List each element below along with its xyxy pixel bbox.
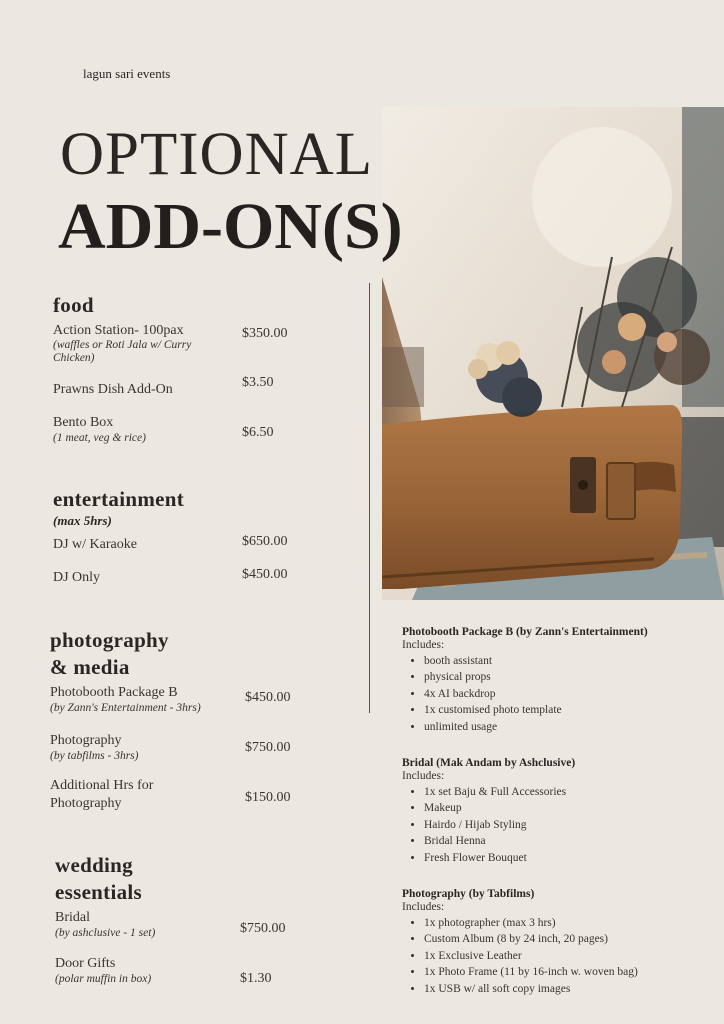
package-item: • 1x photographer (max 3 hrs) bbox=[424, 915, 720, 931]
entertainment-heading: entertainment bbox=[53, 487, 185, 511]
package-item-list bbox=[402, 653, 712, 735]
essentials-heading: essentials bbox=[55, 880, 142, 904]
wedding-item-price: $750.00 bbox=[240, 921, 286, 936]
wedding-item-note: (by ashclusive - 1 set) bbox=[55, 927, 156, 939]
food-item-name: Bento Box bbox=[53, 415, 114, 430]
media-heading: & media bbox=[50, 655, 130, 679]
photography-item-name: Photobooth Package B bbox=[50, 685, 178, 700]
wedding-item-note: (polar muffin in box) bbox=[55, 973, 152, 985]
wedding-item-name: Door Gifts bbox=[55, 956, 116, 971]
package-includes-label: Includes: bbox=[402, 901, 445, 913]
wedding-item-price: $1.30 bbox=[240, 971, 272, 986]
package-photography bbox=[402, 888, 720, 997]
package-item: • 1x set Baju & Full Accessories bbox=[424, 784, 712, 800]
package-item: • Fresh Flower Bouquet bbox=[424, 850, 712, 866]
package-photobooth bbox=[402, 626, 712, 735]
photography-heading: photography bbox=[50, 628, 169, 652]
food-item-note: (1 meat, veg & rice) bbox=[53, 432, 146, 444]
package-item: • 1x Photo Frame (11 by 16-inch w. woven bag) bbox=[424, 964, 720, 980]
title-add-ons: ADD-ON(S) bbox=[58, 190, 403, 263]
package-item: • Custom Album (8 by 24 inch, 20 pages) bbox=[424, 931, 720, 947]
suitcase-flowers-photo bbox=[382, 107, 724, 600]
entertainment-item-name: DJ Only bbox=[53, 570, 101, 585]
photo-illustration bbox=[382, 107, 724, 600]
package-item: • 1x customised photo template bbox=[424, 702, 712, 718]
photography-item-note: (by Zann's Entertainment - 3hrs) bbox=[50, 702, 201, 714]
package-item-list bbox=[402, 784, 712, 866]
brand-name: lagun sari events bbox=[83, 66, 171, 81]
package-item: • Makeup bbox=[424, 800, 712, 816]
package-includes-label: Includes: bbox=[402, 639, 445, 651]
entertainment-item-price: $450.00 bbox=[242, 567, 288, 582]
package-item: • 4x AI backdrop bbox=[424, 686, 712, 702]
package-bridal bbox=[402, 757, 712, 866]
wedding-item-name: Bridal bbox=[55, 910, 90, 925]
photography-item-name: Photography bbox=[50, 733, 122, 748]
package-title: Bridal (Mak Andam by Ashclusive) bbox=[402, 757, 576, 769]
entertainment-item-name: DJ w/ Karaoke bbox=[53, 537, 137, 552]
food-item-price: $6.50 bbox=[242, 425, 274, 440]
photography-item-price: $750.00 bbox=[245, 740, 291, 755]
package-item: • 1x Exclusive Leather bbox=[424, 948, 720, 964]
food-item-price: $350.00 bbox=[242, 326, 288, 341]
entertainment-item-price: $650.00 bbox=[242, 534, 288, 549]
title-optional: OPTIONAL bbox=[60, 121, 373, 188]
package-item: • Hairdo / Hijab Styling bbox=[424, 817, 712, 833]
food-item-name: Action Station- 100pax bbox=[53, 323, 184, 338]
wedding-heading: wedding bbox=[55, 853, 133, 877]
package-item: • 1x USB w/ all soft copy images bbox=[424, 981, 720, 997]
package-title: Photobooth Package B (by Zann's Entertainment) bbox=[402, 626, 648, 638]
package-item: • booth assistant bbox=[424, 653, 712, 669]
photography-item-price: $150.00 bbox=[245, 790, 291, 805]
food-item-name: Prawns Dish Add-On bbox=[53, 382, 173, 397]
food-item-price: $3.50 bbox=[242, 375, 274, 390]
package-title: Photography (by Tabfilms) bbox=[402, 888, 535, 900]
package-item: • physical props bbox=[424, 669, 712, 685]
photography-item-price: $450.00 bbox=[245, 690, 291, 705]
food-item-note: (waffles or Roti Jala w/ Curry Chicken) bbox=[53, 339, 192, 364]
package-item: • unlimited usage bbox=[424, 719, 712, 735]
package-includes-label: Includes: bbox=[402, 770, 445, 782]
entertainment-subheading: (max 5hrs) bbox=[53, 513, 112, 528]
package-item: • Bridal Henna bbox=[424, 833, 712, 849]
photography-item-name-cont: Photography bbox=[50, 796, 122, 811]
package-item-list bbox=[402, 915, 720, 997]
food-heading: food bbox=[53, 293, 94, 317]
column-divider bbox=[369, 283, 370, 713]
photography-item-name: Additional Hrs for bbox=[50, 778, 154, 793]
photography-item-note: (by tabfilms - 3hrs) bbox=[50, 750, 139, 762]
